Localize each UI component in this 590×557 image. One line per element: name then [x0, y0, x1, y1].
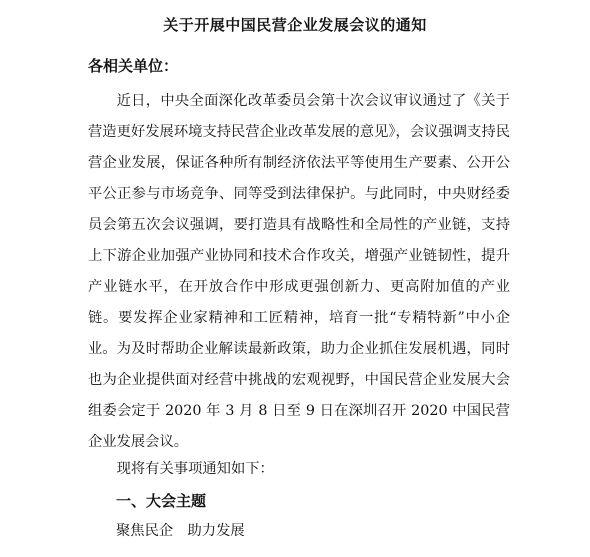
- section-body-theme: 聚焦民企 助力发展: [116, 523, 245, 539]
- document-title: 关于开展中国民营企业发展会议的通知: [163, 16, 427, 34]
- section-heading-theme: 一、大会主题: [116, 492, 207, 510]
- paragraph-purpose: 为及时帮助企业解读最新政策，助力企业抓住发展机遇，同时也为企业提供面对经营中挑战的宏观视野，中国民营企业发展大会组委会定于 2020 年 3 月 8 日至 9 日在深圳召开 2020 中国民营企业发展会议。: [88, 341, 510, 450]
- salutation: 各相关单位：: [88, 57, 179, 75]
- paragraph-notice-intro: 现将有关事项通知如下：: [116, 461, 274, 477]
- paragraph-background: 近日，中央全面深化改革委员会第十次会议审议通过了《关于营造更好发展环境支持民营企业改革发展的意见》，会议强调支持民营企业发展，保证各种所有制经济依法平等使用生产要素、公开公平公正参与市场竞争、同等受到法律保护。与此同时，中央财经委员会第五次会议强调，要打造具有战略性和全局性的产业链，支持上下游企业加强产业协同和技术合作攻关，增强产业链韧性，提升产业链水平，在开放合作中形成更强创新力、更高附加值的产业链。要发挥企业家精神和工匠精神，培育一批“专精特新”中小企业。: [88, 93, 510, 357]
